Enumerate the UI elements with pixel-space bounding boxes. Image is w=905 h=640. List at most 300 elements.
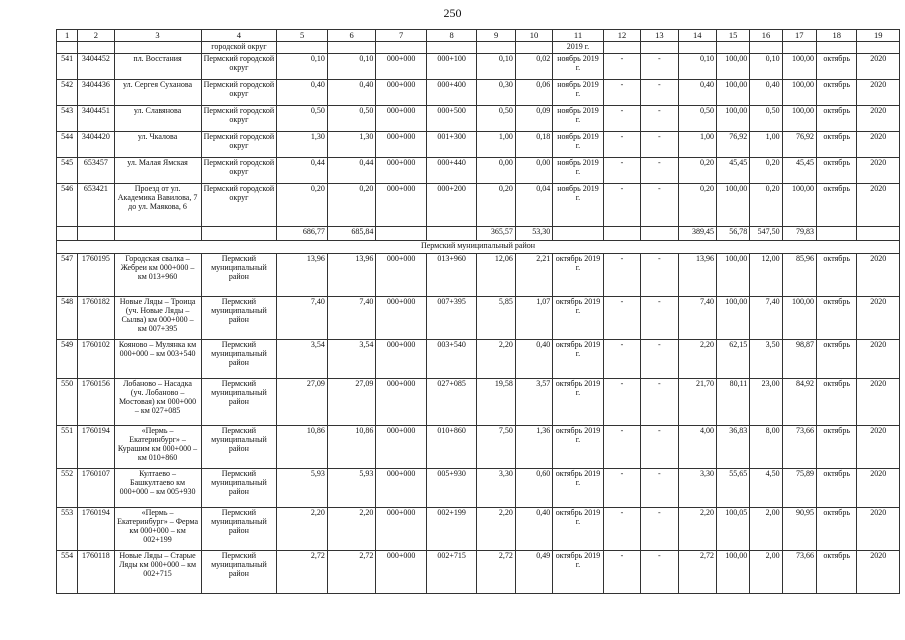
cell-col-6: 5,93 [327,469,376,508]
cell-col-8: 000+200 [426,184,477,227]
cell-col-4: Пермский городской округ [201,184,277,227]
cell-col-18: октябрь [816,254,856,297]
cell-col-14: 3,30 [678,469,716,508]
cell-col-7: 000+000 [376,340,427,379]
cell-col-1: 550 [57,379,78,426]
cell-col-10: 0,40 [515,340,552,379]
cell-col-6: 13,96 [327,254,376,297]
cell-col-14: 4,00 [678,426,716,469]
cell-col-15: 100,00 [716,254,749,297]
section-row [57,241,900,254]
cell-col-9: 2,20 [477,508,515,551]
cell-col-9: 1,00 [477,132,515,158]
cell-col-16: 0,40 [750,80,782,106]
cell-col-4 [201,227,277,241]
cell-col-6: 1,30 [327,132,376,158]
cell-col-11: октябрь 2019 г. [553,379,604,426]
table-row [57,158,900,184]
cell-col-9: 3,30 [477,469,515,508]
cell-col-16: 0,20 [750,158,782,184]
cell-col-8: 003+540 [426,340,477,379]
cell-col-7 [376,42,427,54]
cell-col-1: 552 [57,469,78,508]
cell-col-14 [678,42,716,54]
header-col-4: 4 [201,30,277,42]
cell-col-14: 13,96 [678,254,716,297]
cell-col-12: - [603,379,640,426]
cell-col-18: октябрь [816,469,856,508]
cell-col-15: 62,15 [716,340,749,379]
cell-col-19 [857,227,900,241]
cell-col-17: 73,66 [782,551,816,594]
cell-col-1: 544 [57,132,78,158]
cell-col-2: 1760118 [78,551,114,594]
cell-col-17: 100,00 [782,106,816,132]
cell-col-18: октябрь [816,551,856,594]
cell-col-7: 000+000 [376,426,427,469]
cell-col-11 [553,227,604,241]
cell-col-2: 3404420 [78,132,114,158]
header-col-7: 7 [376,30,427,42]
cell-col-3: ул. Славянова [114,106,201,132]
continuation-row [57,42,900,54]
cell-col-5: 3,54 [277,340,328,379]
table-row [57,297,900,340]
cell-col-9: 0,30 [477,80,515,106]
cell-col-14: 0,20 [678,184,716,227]
cell-col-10: 0,18 [515,132,552,158]
table-row [57,379,900,426]
cell-col-8: 000+440 [426,158,477,184]
cell-col-7 [376,227,427,241]
cell-col-2: 3404451 [78,106,114,132]
cell-col-12 [603,42,640,54]
cell-col-1: 547 [57,254,78,297]
cell-col-17: 100,00 [782,184,816,227]
cell-col-11: ноябрь 2019 г. [553,106,604,132]
cell-col-1: 551 [57,426,78,469]
cell-col-13: - [641,508,678,551]
cell-col-16: 8,00 [750,426,782,469]
cell-col-6: 0,40 [327,80,376,106]
cell-col-14: 7,40 [678,297,716,340]
cell-col-4: Пермский муниципальный район [201,297,277,340]
cell-col-5: 13,96 [277,254,328,297]
cell-col-3: Лобаново – Насадка (уч. Лобаново – Мостовая) км 000+000 – км 027+085 [114,379,201,426]
cell-col-13: - [641,469,678,508]
cell-col-15 [716,42,749,54]
cell-col-1 [57,42,78,54]
cell-col-13 [641,227,678,241]
cell-col-12: - [603,158,640,184]
cell-col-15: 100,00 [716,184,749,227]
cell-col-2: 653421 [78,184,114,227]
header-col-6: 6 [327,30,376,42]
cell-col-6: 2,72 [327,551,376,594]
page-number: 250 [443,6,462,20]
header-col-5: 5 [277,30,328,42]
cell-col-7: 000+000 [376,184,427,227]
cell-col-7: 000+000 [376,132,427,158]
cell-col-16: 2,00 [750,551,782,594]
cell-col-5: 2,72 [277,551,328,594]
cell-col-2: 1760156 [78,379,114,426]
cell-col-1: 546 [57,184,78,227]
cell-col-17: 73,66 [782,426,816,469]
cell-col-19: 2020 [857,551,900,594]
cell-col-1: 545 [57,158,78,184]
cell-col-16 [750,42,782,54]
cell-col-16: 0,20 [750,184,782,227]
cell-col-11: октябрь 2019 г. [553,426,604,469]
cell-col-18: октябрь [816,106,856,132]
cell-col-11: октябрь 2019 г. [553,340,604,379]
cell-col-6: 685,84 [327,227,376,241]
cell-col-15: 55,65 [716,469,749,508]
cell-col-4: Пермский муниципальный район [201,379,277,426]
cell-col-14: 389,45 [678,227,716,241]
table-row [57,254,900,297]
cell-col-13: - [641,80,678,106]
cell-col-14: 0,40 [678,80,716,106]
cell-col-4: Пермский городской округ [201,54,277,80]
cell-col-5: 0,50 [277,106,328,132]
cell-col-15: 100,05 [716,508,749,551]
cell-col-10: 0,04 [515,184,552,227]
cell-col-5: 2,20 [277,508,328,551]
cell-col-10: 0,40 [515,508,552,551]
cell-col-13: - [641,106,678,132]
cell-col-8 [426,227,477,241]
cell-col-15: 76,92 [716,132,749,158]
cell-col-2 [78,42,114,54]
cell-col-6: 10,86 [327,426,376,469]
cell-col-12: - [603,340,640,379]
cell-col-18: октябрь [816,340,856,379]
cell-col-8: 002+199 [426,508,477,551]
cell-col-19: 2020 [857,80,900,106]
cell-col-2: 1760102 [78,340,114,379]
cell-col-11: ноябрь 2019 г. [553,132,604,158]
cell-col-16: 547,50 [750,227,782,241]
cell-col-10 [515,42,552,54]
cell-col-4: Пермский муниципальный район [201,426,277,469]
cell-col-3: ул. Малая Ямская [114,158,201,184]
cell-col-4: Пермский муниципальный район [201,508,277,551]
cell-col-11: ноябрь 2019 г. [553,80,604,106]
header-col-18: 18 [816,30,856,42]
cell-col-19: 2020 [857,184,900,227]
cell-col-13: - [641,379,678,426]
cell-col-18: октябрь [816,158,856,184]
cell-col-3: Проезд от ул. Академика Вавилова, 7 до ул. Маякова, 6 [114,184,201,227]
header-col-17: 17 [782,30,816,42]
cell-col-18: октябрь [816,297,856,340]
cell-col-11: 2019 г. [553,42,604,54]
cell-col-9: 0,50 [477,106,515,132]
section-title: Пермский муниципальный район [57,241,900,254]
cell-col-8: 010+860 [426,426,477,469]
cell-col-3: Городская свалка – Жебреи км 000+000 – км 013+960 [114,254,201,297]
cell-col-11: ноябрь 2019 г. [553,184,604,227]
cell-col-17: 75,89 [782,469,816,508]
cell-col-5: 10,86 [277,426,328,469]
cell-col-12: - [603,508,640,551]
cell-col-18 [816,42,856,54]
cell-col-19: 2020 [857,54,900,80]
header-col-2: 2 [78,30,114,42]
cell-col-6: 0,10 [327,54,376,80]
header-col-1: 1 [57,30,78,42]
cell-col-16: 2,00 [750,508,782,551]
cell-col-5: 0,44 [277,158,328,184]
header-col-15: 15 [716,30,749,42]
cell-col-13: - [641,426,678,469]
cell-col-12: - [603,80,640,106]
cell-col-15: 100,00 [716,297,749,340]
cell-col-9: 19,58 [477,379,515,426]
cell-col-15: 45,45 [716,158,749,184]
cell-col-4: Пермский городской округ [201,106,277,132]
cell-col-19: 2020 [857,426,900,469]
cell-col-6: 3,54 [327,340,376,379]
cell-col-9: 0,10 [477,54,515,80]
cell-col-12: - [603,426,640,469]
header-col-16: 16 [750,30,782,42]
cell-col-15: 100,00 [716,551,749,594]
cell-col-16: 0,50 [750,106,782,132]
cell-col-6: 0,20 [327,184,376,227]
header-col-3: 3 [114,30,201,42]
cell-col-6: 0,44 [327,158,376,184]
cell-col-18 [816,227,856,241]
cell-col-3: Култаево – Башкултаево км 000+000 – км 005+930 [114,469,201,508]
cell-col-12: - [603,54,640,80]
cell-col-8: 027+085 [426,379,477,426]
cell-col-19: 2020 [857,106,900,132]
cell-col-13: - [641,254,678,297]
cell-col-14: 0,20 [678,158,716,184]
cell-col-11: ноябрь 2019 г. [553,54,604,80]
cell-col-18: октябрь [816,508,856,551]
cell-col-5 [277,42,328,54]
cell-col-16: 23,00 [750,379,782,426]
cell-col-9: 2,20 [477,340,515,379]
cell-col-5: 27,09 [277,379,328,426]
cell-col-3 [114,227,201,241]
cell-col-13: - [641,158,678,184]
cell-col-17: 100,00 [782,80,816,106]
cell-col-13: - [641,132,678,158]
cell-col-9: 12,06 [477,254,515,297]
cell-col-15: 100,00 [716,106,749,132]
cell-col-4: Пермский муниципальный район [201,469,277,508]
cell-col-9: 365,57 [477,227,515,241]
header-col-13: 13 [641,30,678,42]
cell-col-16: 7,40 [750,297,782,340]
cell-col-7: 000+000 [376,469,427,508]
header-row [57,30,900,42]
cell-col-1: 554 [57,551,78,594]
total-row [57,227,900,241]
cell-col-18: октябрь [816,379,856,426]
header-col-11: 11 [553,30,604,42]
cell-col-17: 84,92 [782,379,816,426]
cell-col-14: 1,00 [678,132,716,158]
cell-col-12 [603,227,640,241]
cell-col-12: - [603,469,640,508]
cell-col-5: 7,40 [277,297,328,340]
cell-col-17: 100,00 [782,54,816,80]
cell-col-12: - [603,254,640,297]
cell-col-7: 000+000 [376,254,427,297]
cell-col-19: 2020 [857,379,900,426]
cell-col-9: 0,00 [477,158,515,184]
road-repair-table [56,29,900,594]
cell-col-9: 5,85 [477,297,515,340]
cell-col-14: 2,20 [678,340,716,379]
cell-col-4: городской округ [201,42,277,54]
cell-col-13: - [641,54,678,80]
cell-col-18: октябрь [816,132,856,158]
cell-col-18: октябрь [816,80,856,106]
cell-col-10: 0,60 [515,469,552,508]
cell-col-15: 100,00 [716,80,749,106]
cell-col-10: 0,02 [515,54,552,80]
cell-col-11: октябрь 2019 г. [553,254,604,297]
cell-col-6 [327,42,376,54]
cell-col-2: 1760194 [78,426,114,469]
cell-col-12: - [603,297,640,340]
cell-col-19 [857,42,900,54]
cell-col-18: октябрь [816,184,856,227]
cell-col-17: 85,96 [782,254,816,297]
cell-col-3: пл. Восстания [114,54,201,80]
cell-col-10: 1,07 [515,297,552,340]
cell-col-13: - [641,297,678,340]
cell-col-1: 548 [57,297,78,340]
cell-col-4: Пермский муниципальный район [201,254,277,297]
cell-col-16: 0,10 [750,54,782,80]
cell-col-2: 3404436 [78,80,114,106]
cell-col-13: - [641,340,678,379]
cell-col-5: 686,77 [277,227,328,241]
cell-col-19: 2020 [857,469,900,508]
cell-col-3: Новые Ляды – Троица (уч. Новые Ляды – Сылва) км 000+000 – км 007+395 [114,297,201,340]
cell-col-2 [78,227,114,241]
table-row [57,184,900,227]
cell-col-10: 0,06 [515,80,552,106]
header-col-9: 9 [477,30,515,42]
cell-col-8: 005+930 [426,469,477,508]
cell-col-1: 553 [57,508,78,551]
cell-col-2: 1760195 [78,254,114,297]
cell-col-13: - [641,551,678,594]
cell-col-12: - [603,132,640,158]
cell-col-7: 000+000 [376,297,427,340]
cell-col-4: Пермский городской округ [201,80,277,106]
cell-col-5: 0,20 [277,184,328,227]
cell-col-3: «Пермь – Екатеринбург» – Курашим км 000+000 – км 010+860 [114,426,201,469]
cell-col-2: 1760194 [78,508,114,551]
cell-col-8: 013+960 [426,254,477,297]
cell-col-15: 100,00 [716,54,749,80]
table-row [57,426,900,469]
cell-col-6: 0,50 [327,106,376,132]
cell-col-10: 1,36 [515,426,552,469]
cell-col-7: 000+000 [376,508,427,551]
table-row [57,508,900,551]
cell-col-1: 543 [57,106,78,132]
cell-col-5: 5,93 [277,469,328,508]
cell-col-10: 0,00 [515,158,552,184]
cell-col-2: 1760182 [78,297,114,340]
cell-col-14: 21,70 [678,379,716,426]
cell-col-8: 001+300 [426,132,477,158]
cell-col-6: 27,09 [327,379,376,426]
cell-col-5: 0,10 [277,54,328,80]
cell-col-10: 2,21 [515,254,552,297]
cell-col-13: - [641,184,678,227]
cell-col-17: 100,00 [782,297,816,340]
header-col-10: 10 [515,30,552,42]
table-row [57,54,900,80]
cell-col-18: октябрь [816,54,856,80]
cell-col-7: 000+000 [376,158,427,184]
cell-col-19: 2020 [857,158,900,184]
cell-col-1: 549 [57,340,78,379]
cell-col-4: Пермский городской округ [201,158,277,184]
cell-col-11: октябрь 2019 г. [553,297,604,340]
table-row [57,80,900,106]
cell-col-8: 007+395 [426,297,477,340]
cell-col-14: 0,10 [678,54,716,80]
cell-col-10: 53,30 [515,227,552,241]
cell-col-7: 000+000 [376,106,427,132]
cell-col-5: 0,40 [277,80,328,106]
table-row [57,106,900,132]
cell-col-7: 000+000 [376,551,427,594]
cell-col-8: 000+100 [426,54,477,80]
cell-col-8: 000+500 [426,106,477,132]
cell-col-3: «Пермь – Екатеринбург» – Ферма км 000+000 – км 002+199 [114,508,201,551]
cell-col-3: ул. Сергея Суханова [114,80,201,106]
cell-col-17: 98,87 [782,340,816,379]
cell-col-1: 542 [57,80,78,106]
cell-col-4: Пермский муниципальный район [201,551,277,594]
cell-col-8: 000+400 [426,80,477,106]
cell-col-9: 2,72 [477,551,515,594]
table-row [57,132,900,158]
cell-col-11: октябрь 2019 г. [553,551,604,594]
cell-col-2: 3404452 [78,54,114,80]
cell-col-4: Пермский муниципальный район [201,340,277,379]
table-row [57,340,900,379]
cell-col-12: - [603,184,640,227]
cell-col-16: 1,00 [750,132,782,158]
cell-col-4: Пермский городской округ [201,132,277,158]
cell-col-19: 2020 [857,132,900,158]
cell-col-8 [426,42,477,54]
cell-col-17: 45,45 [782,158,816,184]
cell-col-15: 80,11 [716,379,749,426]
cell-col-19: 2020 [857,340,900,379]
cell-col-11: октябрь 2019 г. [553,469,604,508]
cell-col-1 [57,227,78,241]
cell-col-18: октябрь [816,426,856,469]
cell-col-9: 0,20 [477,184,515,227]
header-col-12: 12 [603,30,640,42]
